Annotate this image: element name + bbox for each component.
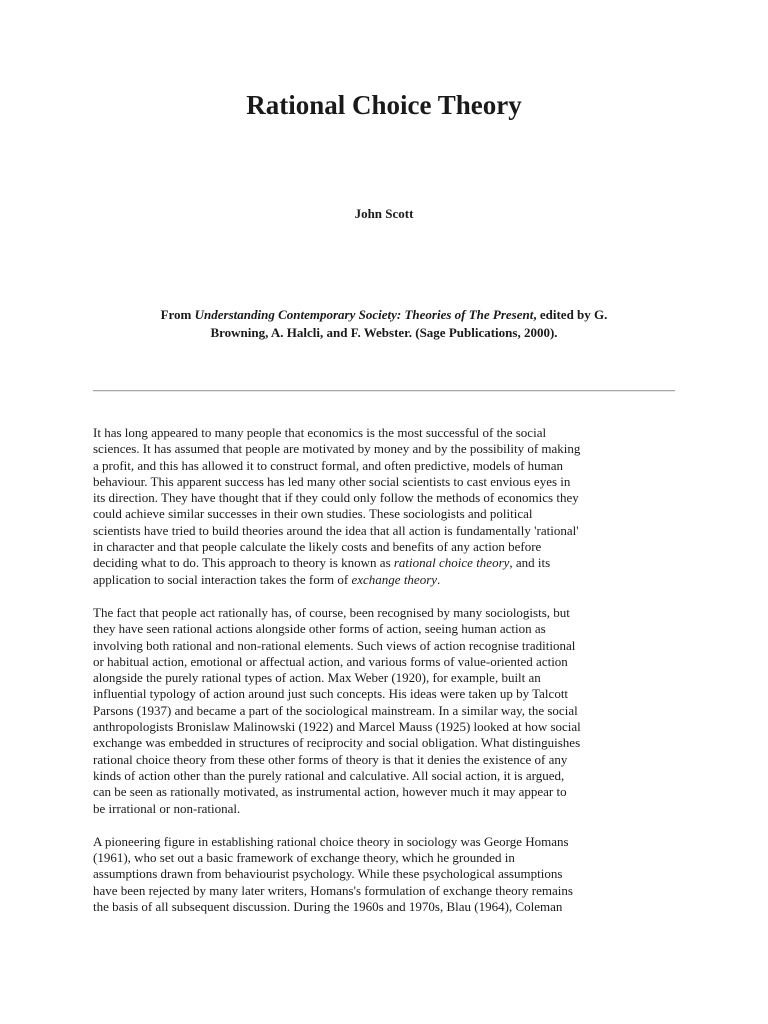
source-suffix: , edited by G. Browning, A. Halcli, and F. Webster. (Sage Publications, 2000). xyxy=(210,307,608,340)
paragraph-1-text-c: . xyxy=(437,571,441,587)
paragraph-1-text-a: It has long appeared to many people that economics is the most successful of the social sciences. It has assumed that people are motivated by money and by the possibility of making a profit, and this has allowed it to construct formal, and often predictive, models of human behaviour. This apparent success has led many other social scientists to cast envious eyes in its direction. They have thought that if they could only follow the methods of economics they could achieve similar successes in their own studies. These sociologists and political scientists have tried to build theories around the idea that all action is fundamentally 'rational' in character and that people calculate the likely costs and benefits of any action before deciding what to do. This approach to theory is known as xyxy=(93,425,581,571)
body-text xyxy=(93,425,683,932)
paragraph-1-text-b: , and its application to social interaction takes the form of xyxy=(93,555,551,587)
document-title: Rational Choice Theory xyxy=(246,90,522,120)
paragraph-2: The fact that people act rationally has, of course, been recognised by many sociologists, but they have seen rational actions alongside other forms of action, seeing human action as involving both rational and non-rational elements. Such views of action recognise traditional or habitual action, emotional or affectual action, and various forms of value-oriented action alongside the purely rational types of action. Max Weber (1920), for example, built an influential typology of action around just such concepts. His ideas were taken up by Talcott Parsons (1937) and became a part of the sociological mainstream. In a similar way, the social anthropologists Bronislaw Malinowski (1922) and Marcel Mauss (1925) looked at how social exchange was embedded in structures of reciprocity and social obligation. What distinguishes rational choice theory from these other forms of theory is that it denies the existence of any kinds of action other than the purely rational and calculative. All social action, it is argued, can be seen as rationally motivated, as instrumental action, however much it may appear to be irrational or non-rational. xyxy=(93,604,581,816)
term-rational-choice-theory: rational choice theory xyxy=(393,555,510,571)
paragraph-3: A pioneering figure in establishing rational choice theory in sociology was George Homans (1961), who set out a basic framework of exchange theory, which he grounded in assumptions drawn from behaviourist psychology. While these psychological assumptions have been rejected by many later writers, Homans's formulation of exchange theory remains the basis of all subsequent discussion. During the 1960s and 1970s, Blau (1964), Coleman xyxy=(93,833,573,915)
author-name: John Scott xyxy=(354,206,414,221)
source-work-title: Understanding Contemporary Society: Theories of The Present xyxy=(194,307,534,322)
source-prefix: From xyxy=(160,307,195,322)
paragraph-1 xyxy=(93,425,683,588)
horizontal-rule xyxy=(93,390,675,392)
term-exchange-theory: exchange theory xyxy=(351,571,438,587)
source-citation xyxy=(100,306,668,342)
